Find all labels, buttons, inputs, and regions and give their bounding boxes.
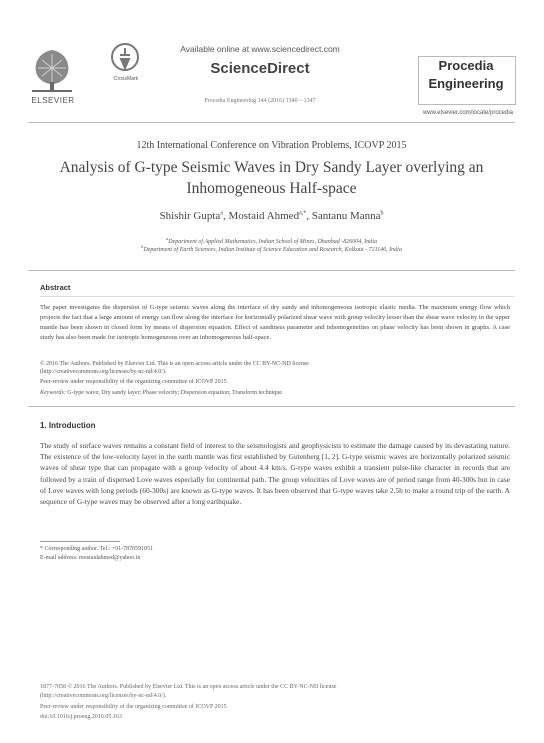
keywords-label: Keywords: xyxy=(40,390,66,396)
abstract-top-divider xyxy=(28,270,515,271)
section-heading-introduction: 1. Introduction xyxy=(40,421,96,430)
abstract-heading: Abstract xyxy=(40,283,71,292)
author-affiliation-mark: b xyxy=(380,210,384,217)
footer-peer-review: Peer-review under responsibility of the organizing committee of ICOVP 2015 xyxy=(40,704,227,710)
affiliation-text: Department of Applied Mathematics, Indian School of Mines, Dhanbad -826004, India xyxy=(168,239,377,245)
author-name: Mostaid Ahmed xyxy=(228,210,300,222)
affiliation-mark: b xyxy=(141,244,144,249)
affiliation-mark: a xyxy=(166,236,169,241)
keywords-list: G-type wave; Dry sandy layer; Phase velocity; Dispersion equation; Transform technique. xyxy=(67,390,284,396)
author-affiliation-mark: a xyxy=(220,210,223,217)
email-note[interactable]: E-mail address: mostaidahmed@yahoo.in xyxy=(40,555,141,561)
journal-reference: Procedia Engineering 144 (2016) 1340 – 1347 xyxy=(204,98,316,104)
sciencedirect-wordmark[interactable]: ScienceDirect xyxy=(210,60,310,77)
corresponding-author-note: * Corresponding author. Tel.: +91-7870591051 xyxy=(40,546,154,552)
paper-title: Analysis of G-type Seismic Waves in Dry Sandy Layer overlying an Inhomogeneous Half-space xyxy=(59,159,484,197)
abstract-text: The paper investigates the dispersion of G-type seismic waves along the interface of dry sandy and inhomogeneous isotropic elastic media. The maximum energy flow which projects the fact that a large amount of energy can flow along the interface for horizontally polarized shear wave with group velocity lesser than the shear wave velocity in the upper mantle has been shown in closed form by means of dispersion equation. Effect of sandiness parameter and inhomogeneities on phase velocity has been shown in graphs. A case study has also been made for isotropic homogeneous over an inhomogeneous half-space. xyxy=(40,304,510,342)
affiliation-text: Department of Earth Sciences, Indian Institute of Science Education and Research, Kolkata - 721146, India xyxy=(143,247,402,253)
abstract-bottom-divider xyxy=(28,406,515,407)
procedia-url[interactable]: www.elsevier.com/locate/procedia xyxy=(422,110,514,116)
author-name: Santanu Manna xyxy=(311,210,381,222)
keywords xyxy=(40,390,510,396)
author-name: Shishir Gupta xyxy=(159,210,221,222)
crossmark-label: CrossMark xyxy=(113,76,139,82)
footer-copyright: 1877-7058 © 2016 The Authors. Published by Elsevier Ltd. This is an open access article under the CC BY-NC-ND license xyxy=(40,684,337,690)
procedia-title-line1: Procedia xyxy=(438,58,494,73)
peer-review-statement: Peer-review under responsibility of the organizing committee of ICOVP 2015 xyxy=(40,379,227,385)
conference-name: 12th International Conference on Vibration Problems, ICOVP 2015 xyxy=(136,140,407,151)
abstract-heading-divider xyxy=(40,296,515,297)
footer-license-link[interactable]: (http://creativecommons.org/licenses/by-nc-nd/4.0/). xyxy=(40,693,167,699)
footnote-divider xyxy=(40,541,120,542)
introduction-text: The study of surface waves remains a constant field of interest to the seismologists and geophysicists to estimate the damage caused by its devastating nature. The existence of the low-velocity layer in the earth mantle was first established by Gutenberg [1, 2]. G-type seismic waves are horizontally polarized seismic waves of shear type that can propagate with a group velocity of about 4.4 km/s. G-type waves exhibit a transient pulse-like character in records that are followed by a train of dispersed Love waves especially for continental path. The group velocities of Love waves are of period range from 40-300s but in case of Love waves with long periods (60-300s) are known as G-type waves. It has been observed that G-type waves take 2.5h to make a round trip of the earth. A sequence of G-type waves may be observed after a long earthquake. xyxy=(40,441,510,507)
license-statement: © 2016 The Authors. Published by Elsevier Ltd. This is an open access article under the CC BY-NC-ND license xyxy=(40,361,309,367)
procedia-title-line2: Engineering xyxy=(428,76,504,91)
footer-doi[interactable]: doi:10.1016/j.proeng.2016.05.163 xyxy=(40,714,122,720)
elsevier-wordmark: ELSEVIER xyxy=(31,96,75,105)
available-online-text: Available online at www.sciencedirect.com xyxy=(180,44,340,54)
author-list: Shishir Gupta$^a$, Mostaid Ahmed$^{a,*}$, Santanu Manna$^b$ xyxy=(159,210,384,222)
elsevier-logo xyxy=(28,46,76,94)
affiliation-b xyxy=(28,244,515,253)
crossmark-icon[interactable] xyxy=(110,42,140,76)
author-affiliation-mark: a,* xyxy=(299,210,307,217)
header-divider xyxy=(28,122,515,123)
license-link[interactable]: (http://creativecommons.org/licenses/by-nc-nd/4.0/). xyxy=(40,369,167,375)
